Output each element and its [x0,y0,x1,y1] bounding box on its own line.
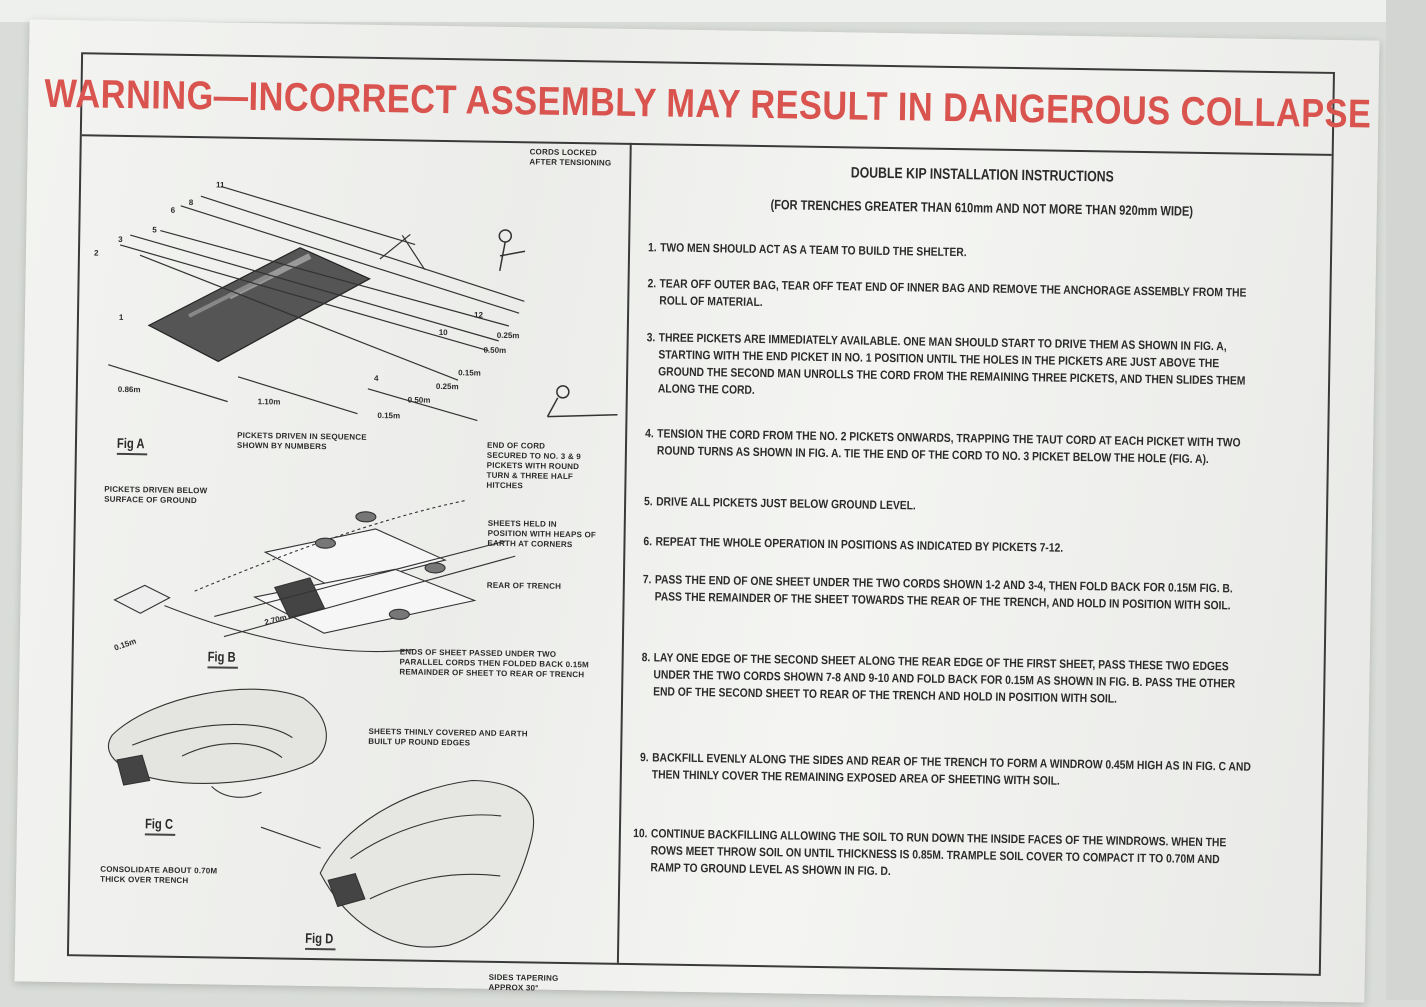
fig-d-caption: Fig D [305,930,336,950]
label-sheets-thinly: SHEETS THINLY COVERED AND EARTH BUILT UP ROUND EDGES [368,726,528,748]
label-end-of-cord: END OF CORD SECURED TO NO. 3 & 9 PICKETS WITH ROUND TURN & THREE HALF HITCHES [486,440,582,491]
fig-c-caption: Fig C [145,815,176,835]
picket-2: 2 [93,248,99,258]
step-4 [645,425,1241,467]
fig-a-figures [496,230,620,418]
step-6 [643,533,1180,558]
step-3 [646,329,1246,405]
step-9 [639,749,1251,791]
backdrop [0,0,1426,22]
step-text: DRIVE ALL PICKETS JUST BELOW GROUND LEVEL. [656,494,916,513]
step-number: 1. [647,240,657,255]
step-text: CONTINUE BACKFILLING ALLOWING THE SOIL TO RUN DOWN THE INSIDE FACES OF THE WINDROWS. WHEN THE ROWS MEET THROW SOIL ON UNTIL THICKNESS IS 0.85M. TRAMPLE SOIL COVER TO COMPACT IT TO 0.70M AND RAMP TO GROUND LEVEL AS SHOWN IN FIG. D. [650,826,1227,879]
step-number: 8. [641,650,651,665]
dim-0-15-c: 0.15m [112,636,138,653]
sheet-frame [43,52,1372,993]
picket-10: 10 [438,327,448,338]
fig-a-caption: Fig A [117,435,148,455]
label-rear-trench: REAR OF TRENCH [486,580,562,591]
step-7 [642,571,1233,613]
step-text: TEAR OFF OUTER BAG, TEAR OFF TEAT END OF INNER BAG AND REMOVE THE ANCHORAGE ASSEMBLY FROM THE ROLL OF MATERIAL. [659,276,1247,310]
dim-2-70: 2.70m [263,612,288,628]
step-number: 2. [647,276,657,291]
step-2 [647,275,1247,317]
dim-0-25-a: 0.25m [496,330,520,341]
picket-11: 11 [215,180,225,190]
picket-6: 6 [170,205,176,215]
fig-d-drawing [259,777,534,948]
step-text: REPEAT THE WHOLE OPERATION IN POSITIONS AS INDICATED BY PICKETS 7-12. [655,534,1064,555]
warning-text: WARNING—INCORRECT ASSEMBLY MAY RESULT IN DANGEROUS COLLAPSE [43,71,1372,137]
step-number: 7. [642,572,652,587]
picket-12: 12 [473,310,484,320]
picket-1: 1 [118,312,124,322]
step-8 [641,649,1236,708]
dim-0-15-b: 0.15m [377,410,401,421]
label-cords-locked: CORDS LOCKED AFTER TENSIONING [529,147,612,168]
step-number: 5. [643,494,653,509]
step-number: 3. [646,330,656,345]
step-text: THREE PICKETS ARE IMMEDIATELY AVAILABLE. ONE MAN SHOULD START TO DRIVE THEM AS SHOWN IN FIG. A, STARTING WITH THE END PICKET IN NO. 1 POSITION UNTIL THE HOLES IN THE PICKETS ARE JUST ABOVE THE GROUND THE SECOND MAN UNROLLS THE CORD FROM THE REMAINING THREE PICKETS, AND THEN SLIDES THEM ALONG THE CORD. [657,330,1246,397]
figures-panel [69,134,630,993]
step-text: LAY ONE EDGE OF THE SECOND SHEET ALONG THE REAR EDGE OF THE FIRST SHEET, PASS THESE TWO EDGES UNDER THE TWO CORDS SHOWN 7-8 AND 9-10 AND FOLD BACK FOR 0.15M AS SHOWN IN FIG. B. PASS THE OTHER END OF THE SECOND SHEET TO REAR OF THE TRENCH AND HOLD IN POSITION WITH SOIL. [653,650,1236,706]
step-number: 6. [643,534,653,549]
label-sides-tapering: SIDES TAPERING APPROX 30° [488,972,559,993]
step-number: 10. [633,826,648,841]
label-sheets-held: SHEETS HELD IN POSITION WITH HEAPS OF EARTH AT CORNERS [487,518,597,550]
fig-a-drawing [107,185,526,421]
dim-0-25-b: 0.25m [435,381,459,392]
step-number: 9. [639,750,649,765]
step-text: TENSION THE CORD FROM THE NO. 2 PICKETS ONWARDS, TRAPPING THE TAUT CORD AT EACH PICKET WITH TWO ROUND TURNS AS SHOWN IN FIG. A. TIE THE END OF THE CORD TO NO. 3 PICKET BELOW THE HOLE (FIG. A). [656,426,1241,467]
fig-c-drawing [108,687,327,799]
dim-0-86: 0.86m [117,384,141,395]
picket-8: 8 [188,197,194,208]
picket-4: 4 [373,373,379,383]
fig-b-caption: Fig B [207,648,238,668]
picket-5: 5 [152,225,157,235]
backdrop-right [1386,0,1426,1000]
instruction-steps [633,239,1260,879]
label-ends-of-sheet: ENDS OF SHEET PASSED UNDER TWO PARALLEL CORDS THEN FOLDED BACK 0.15M REMAINDER OF SHEET TO REAR OF TRENCH [399,647,589,680]
step-text: TWO MEN SHOULD ACT AS A TEAM TO BUILD THE SHELTER. [660,240,967,260]
dim-0-15-a: 0.15m [458,368,481,378]
dim-1-10: 1.10m [257,397,281,407]
fig-b-drawing [114,495,516,654]
instructions-title: DOUBLE KIP INSTALLATION INSTRUCTIONS [850,164,1114,186]
dim-0-50-b: 0.50m [407,395,431,405]
label-pickets-below: PICKETS DRIVEN BELOW SURFACE OF GROUND [104,484,208,506]
label-consolidate: CONSOLIDATE ABOUT 0.70M THICK OVER TRENCH [100,864,218,886]
step-10 [633,825,1227,884]
step-number: 4. [645,426,654,441]
step-1 [647,239,1185,264]
label-pickets-sequence: PICKETS DRIVEN IN SEQUENCE SHOWN BY NUMBERS [236,430,367,452]
picket-3: 3 [118,234,123,244]
dim-0-50-a: 0.50m [483,345,507,355]
instructions-panel [621,143,1332,974]
step-text: BACKFILL EVENLY ALONG THE SIDES AND REAR OF THE TRENCH TO FORM A WINDROW 0.45M HIGH AS IN FIG. C AND THEN THINLY COVER THE REMAINING EXPOSED AREA OF SHEETING WITH SOIL. [651,750,1251,788]
step-5 [643,493,1181,518]
instructions-subtitle: (FOR TRENCHES GREATER THAN 610mm AND NOT MORE THAN 920mm WIDE) [770,197,1194,219]
step-text: PASS THE END OF ONE SHEET UNDER THE TWO CORDS SHOWN 1-2 AND 3-4, THEN FOLD BACK FOR 0.15M FIG. B. PASS THE REMAINDER OF THE SHEET TOWARDS THE REAR OF THE TRENCH, AND HOLD IN POSITION WITH SOIL. [654,572,1233,613]
instruction-sheet [15,19,1380,1002]
